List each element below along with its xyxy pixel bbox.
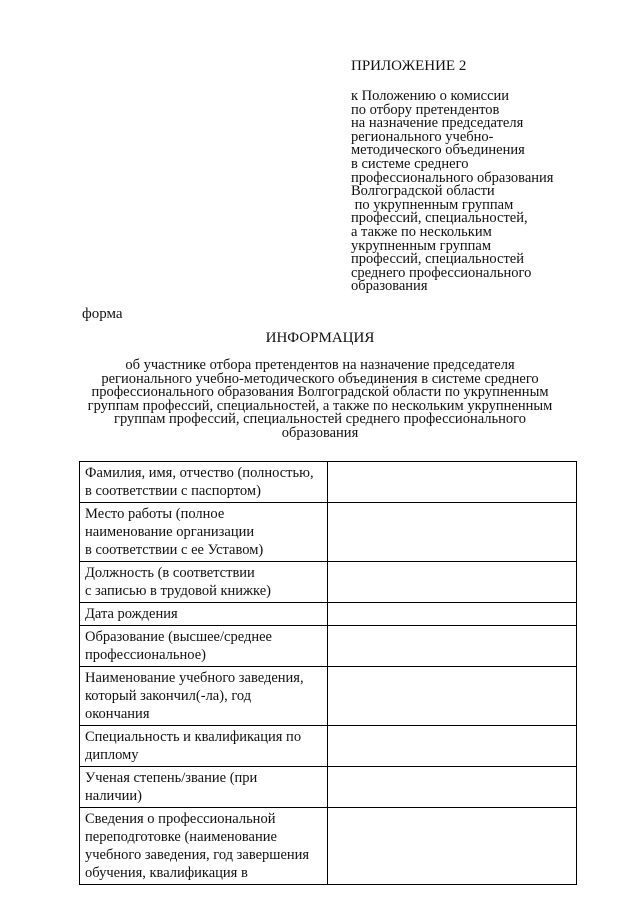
label-line: обучения, квалификация в (85, 865, 248, 881)
field-value-cell[interactable] (328, 503, 577, 562)
appendix-line: образования (351, 278, 428, 295)
label-line: Специальность и квалификация по (85, 729, 302, 745)
label-line: Ученая степень/звание (при (85, 770, 258, 786)
field-value-cell[interactable] (328, 726, 577, 767)
document-title: ИНФОРМАЦИЯ (265, 330, 375, 346)
field-label (80, 808, 328, 885)
label-line: диплому (85, 747, 139, 763)
field-value-cell[interactable] (328, 667, 577, 726)
field-value-cell[interactable] (328, 562, 577, 603)
label-line: Образование (высшее/среднее (85, 629, 272, 645)
appendix-line: к Положению о комиссии (351, 88, 510, 104)
appendix-line: среднего профессионального (351, 264, 532, 281)
appendix-line: профессионального образования (351, 169, 554, 186)
appendix-line: а также по нескольким (351, 223, 492, 240)
label-line: с записью в трудовой книжке) (85, 583, 271, 599)
label-line: в соответствии с ее Уставом) (85, 542, 264, 558)
field-value-cell[interactable] (328, 767, 577, 808)
appendix-line: по укрупненным группам (351, 196, 514, 213)
table-row (80, 767, 577, 808)
field-label (80, 667, 328, 726)
label-line: учебного заведения, год завершения (85, 847, 310, 863)
label-line: Место работы (полное (85, 506, 225, 522)
field-label (80, 562, 328, 603)
table-row (80, 626, 577, 667)
field-value-cell[interactable] (328, 808, 577, 885)
form-label: форма (82, 306, 123, 322)
field-label (80, 726, 328, 767)
label-line: наличии) (85, 788, 142, 804)
appendix-line: методического объединения (351, 142, 525, 159)
label-line: Должность (в соответствии (85, 565, 255, 581)
label-line: переподготовке (наименование (85, 829, 277, 845)
label-line: в соответствии с паспортом) (85, 483, 261, 499)
table-row (80, 503, 577, 562)
subtitle-line: профессионального образования Волгоградской области по укрупненным (91, 384, 549, 401)
field-value-cell[interactable] (328, 462, 577, 503)
field-value-cell[interactable] (328, 626, 577, 667)
field-value-cell[interactable] (328, 603, 577, 626)
subtitle-line: об участнике отбора претендентов на назначение председателя (125, 357, 515, 373)
table-row (80, 603, 577, 626)
information-table (79, 461, 577, 885)
appendix-line: по отбору претендентов (351, 101, 500, 118)
field-label (80, 462, 328, 503)
field-label (80, 626, 328, 667)
field-label (80, 767, 328, 808)
label-line: профессиональное) (85, 647, 206, 663)
subtitle-line: регионального учебно-методического объединения в системе среднего (101, 370, 539, 387)
label-line: наименование организации (85, 524, 255, 540)
table-row (80, 667, 577, 726)
subtitle-line: группам профессий, специальностей среднего профессионального (114, 411, 526, 428)
appendix-line: укрупненным группам (351, 237, 492, 254)
subtitle-line: группам профессий, специальностей, а также по нескольким укрупненным (87, 397, 553, 414)
appendix-line: регионального учебно- (351, 128, 494, 145)
subtitle-line: образования (281, 424, 359, 441)
label-line: Фамилия, имя, отчество (полностью, (85, 465, 314, 481)
table-row (80, 462, 577, 503)
table-row (80, 726, 577, 767)
appendix-line: Волгоградской области (351, 183, 495, 200)
label-line: Дата рождения (85, 606, 178, 622)
label-line: Сведения о профессиональной (85, 811, 276, 827)
appendix-text (351, 90, 601, 294)
label-line: Наименование учебного заведения, (85, 670, 304, 686)
appendix-block (351, 58, 601, 294)
field-label (80, 603, 328, 626)
appendix-line: в системе среднего (351, 155, 469, 172)
document-subtitle (60, 359, 580, 441)
field-label (80, 503, 328, 562)
label-line: который закончил(-ла), год (85, 688, 252, 704)
appendix-line: профессий, специальностей (351, 251, 524, 268)
label-line: окончания (85, 706, 150, 722)
appendix-title: ПРИЛОЖЕНИЕ 2 (351, 58, 467, 74)
table-row (80, 562, 577, 603)
table-row (80, 808, 577, 885)
appendix-line: профессий, специальностей, (351, 210, 528, 227)
appendix-line: на назначение председателя (351, 115, 524, 132)
